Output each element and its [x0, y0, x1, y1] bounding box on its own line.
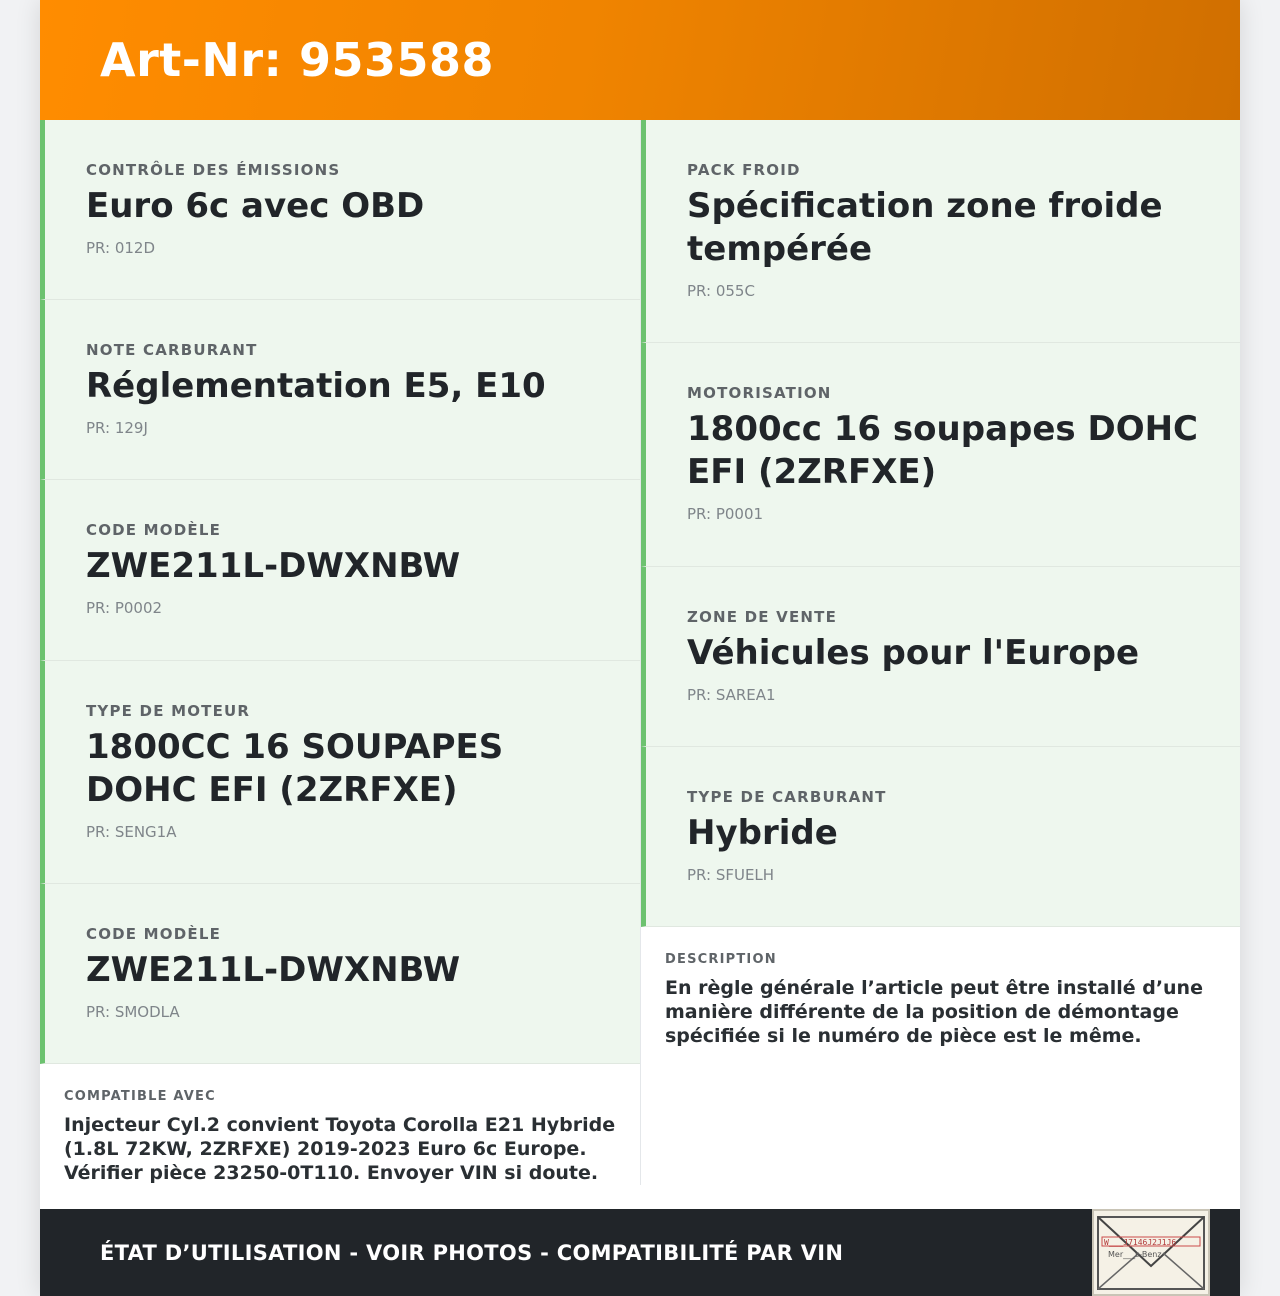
- stamp-text-line: W___J7146J2J1J6: [1104, 1238, 1177, 1247]
- label-photo-thumbnail[interactable]: [1092, 1209, 1210, 1296]
- footer-bar: [40, 1209, 1240, 1296]
- spec-pr-code: PR: P0001: [687, 505, 764, 523]
- spec-pr-code: PR: 129J: [86, 419, 148, 437]
- description-text: En règle générale l’article peut être installé d’une manière différente de la position de démontage spécifiée si le numéro de pièce est le même.: [665, 977, 1203, 1047]
- spec-value: ZWE211L-DWXNBW: [86, 950, 461, 990]
- spec-value: 1800CC 16 SOUPAPES DOHC EFI (2ZRFXE): [86, 727, 504, 810]
- spec-pr-code: PR: SAREA1: [687, 686, 776, 704]
- spec-pr-code: PR: 012D: [86, 239, 156, 257]
- spec-card: [641, 343, 1240, 567]
- product-sheet: [40, 0, 1240, 1296]
- spec-pr-code: PR: SENG1A: [86, 823, 177, 841]
- spec-card: [40, 884, 640, 1064]
- compatible-label: COMPATIBLE AVEC: [64, 1089, 216, 1104]
- spec-pr-code: PR: P0002: [86, 599, 163, 617]
- description-label: DESCRIPTION: [665, 952, 777, 967]
- spec-value: Euro 6c avec OBD: [86, 186, 425, 226]
- left-column: [40, 120, 640, 1185]
- label-photo-image: [1094, 1211, 1208, 1294]
- spec-pr-code: PR: 055C: [687, 282, 755, 300]
- spec-card: [641, 747, 1240, 927]
- spec-label: TYPE DE CARBURANT: [687, 788, 887, 806]
- spec-card: [40, 661, 640, 884]
- spec-card: [40, 300, 640, 480]
- spec-value: 1800cc 16 soupapes DOHC EFI (2ZRFXE): [687, 409, 1199, 492]
- spec-value: Véhicules pour l'Europe: [687, 633, 1140, 673]
- header-bar: [40, 0, 1240, 120]
- spec-label: NOTE CARBURANT: [86, 341, 258, 359]
- description-section: [641, 927, 1240, 1048]
- spec-pr-code: PR: SFUELH: [687, 866, 775, 884]
- spec-card: [40, 480, 640, 661]
- spec-label: CONTRÔLE DES ÉMISSIONS: [86, 161, 341, 179]
- spec-card: [641, 567, 1240, 747]
- article-number-title: Art-Nr: 953588: [100, 33, 495, 87]
- spec-label: CODE MODÈLE: [86, 925, 222, 943]
- spec-label: PACK FROID: [687, 161, 801, 179]
- spec-value: Hybride: [687, 813, 838, 853]
- spec-value: Réglementation E5, E10: [86, 366, 546, 406]
- stamp-text-line: Mer___s-Benz: [1108, 1250, 1162, 1259]
- spec-label: TYPE DE MOTEUR: [86, 702, 251, 720]
- right-column: [640, 120, 1240, 1185]
- compatible-text: Injecteur Cyl.2 convient Toyota Corolla E21 Hybride (1.8L 72KW, 2ZRFXE) 2019-2023 Euro 6c Europe. Vérifier pièce 23250-0T110. Envoyer VIN si doute.: [64, 1114, 616, 1184]
- footer-text: ÉTAT D’UTILISATION - VOIR PHOTOS - COMPATIBILITÉ PAR VIN: [100, 1240, 844, 1265]
- spec-label: ZONE DE VENTE: [687, 608, 838, 626]
- spec-label: MOTORISATION: [687, 384, 832, 402]
- spec-card: [641, 120, 1240, 343]
- spec-value: ZWE211L-DWXNBW: [86, 546, 461, 586]
- spec-pr-code: PR: SMODLA: [86, 1003, 180, 1021]
- spec-card: [40, 120, 640, 300]
- spec-columns: [40, 120, 1240, 1185]
- compatible-section: [40, 1064, 640, 1185]
- spec-value: Spécification zone froide tempérée: [687, 186, 1163, 269]
- spec-label: CODE MODÈLE: [86, 521, 222, 539]
